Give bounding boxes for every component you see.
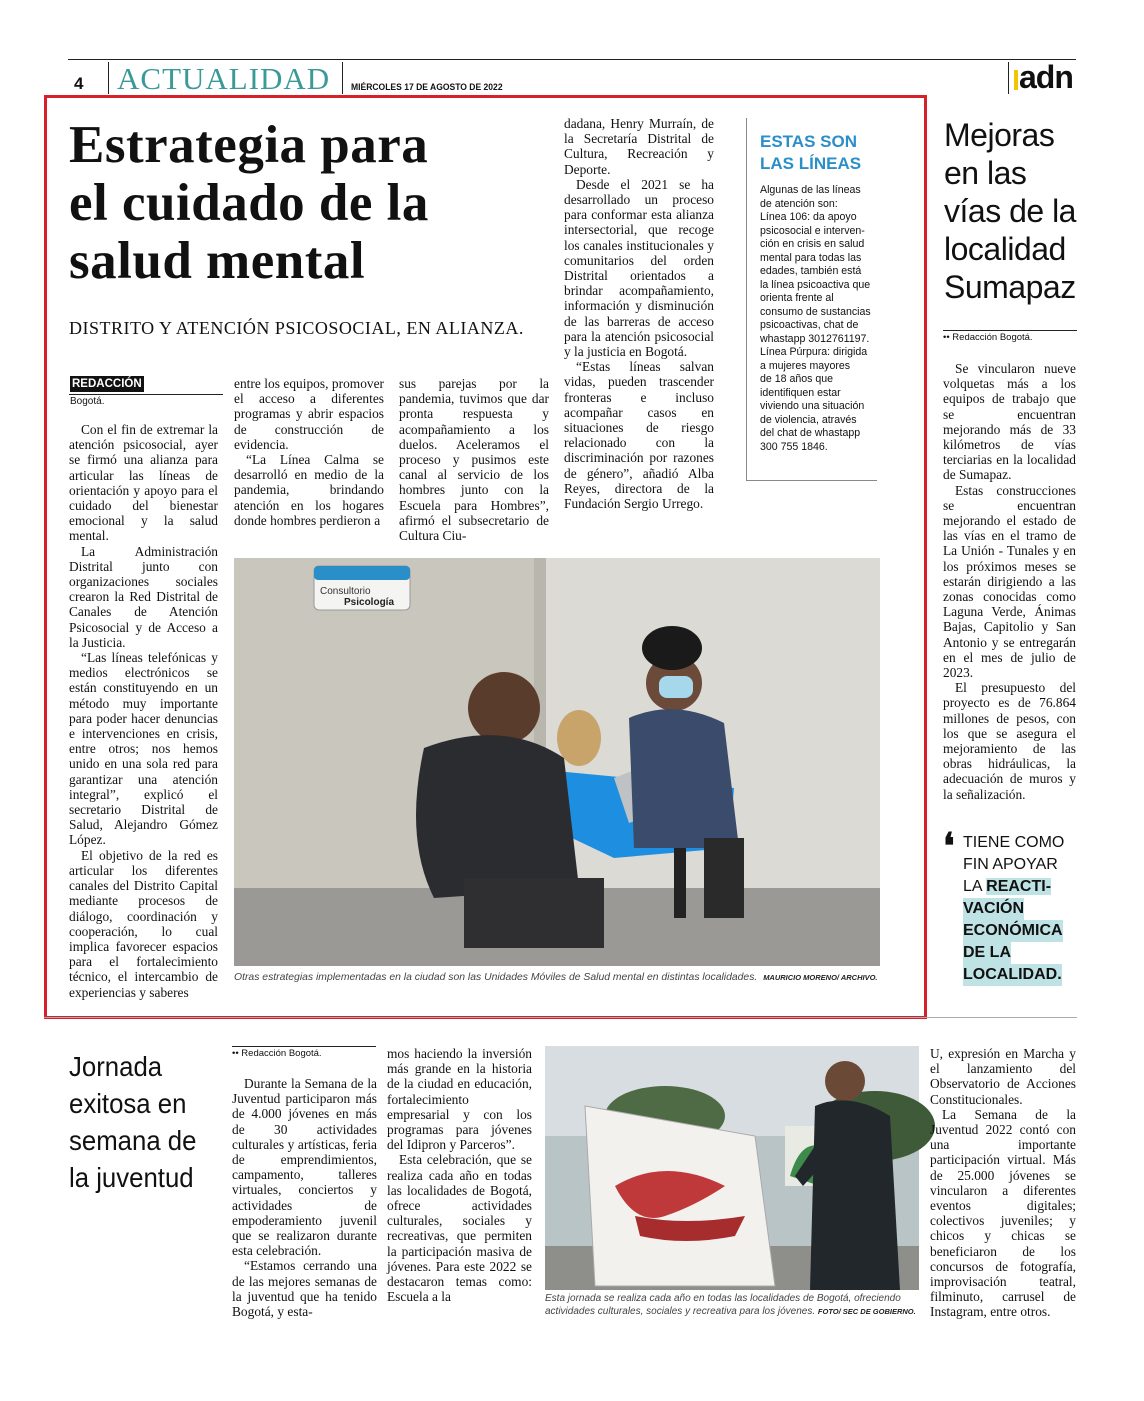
page-number: 4 (74, 74, 84, 93)
section-title: ACTUALIDAD (117, 61, 331, 96)
main-col-2: entre los equipos, promover el acceso a diferentes programas y abrir espacios de construcción de evidencia. “La Línea Calma se desarrolló en medio de la pandemia, brindando atención en los hogares donde hombres perdieron a (234, 376, 384, 528)
main-col-3: sus parejas por la pandemia, tuvimos que dar pronta respuesta y acompañamiento a los duelos. Aceleramos el proceso y pusimos este canal al servicio de los hombres junto con la Escuela para Hombres”, afirmó el subsecretario de Cultura Ciu- (399, 376, 549, 544)
bottom-photo (545, 1046, 919, 1290)
bottom-col-1: Durante la Semana de la Juventud participaron más de 4.000 jóvenes en más de 30 actividades culturales y artísticas, feria de emprendimientos, campamento, talleres virtuales, conciertos y actividades de empoderamiento juvenil que se realizaron durante esta celebración. “Estamos cerrando una de las mejores semanas de la juventud que ha tenido Bogotá, y esta- (232, 1076, 377, 1320)
right-body: Se vincularon nueve volquetas más a los equipos de trabajo que se encuentran mejorando más de 33 kilómetros de vías terciarias en la localidad de Sumapaz. Estas construcciones se encuentran mejorando el estado de las vías en el tramo de La Unión - Tunales y en los próximos meses se estarán dirigiendo a las zonas conocidas como Laguna Verde, Ánimas Bajas, Capitolio y San Antonio y se entregarán en el mes de julio de 2023. El presupuesto del proyecto es de 76.864 millones de pesos, con los que se asegura el mejoramiento de las obras hidráulicas, la adecuación de muros y la señalización. (943, 361, 1076, 802)
bottom-col-2: mos haciendo la inversión más grande en la historia de la ciudad en educación, fortalecimiento empresarial y con los programas para jóvenes del Idipron y Parceros”. Esta celebración, que se realiza cada año en todas las localidades de Bogotá, ofrece actividades culturales, sociales y recreativas, que permiten la participación masiva de jóvenes. Para este 2022 se destacaron temas como: Escuela a la (387, 1046, 532, 1305)
quote-mark-icon: ❛ (943, 826, 955, 866)
main-col-4: dadana, Henry Murraín, de la Secretaría Distrital de Cultura, Recreación y Deporte. Desde el 2021 se ha desarrollado un proceso para conformar esta alianza intersectorial, que recoge los canales institucionales y comunitarios del orden Distrital orientados a brindar acompañamiento, información y disminución de las barreras de acceso para la atención psicosocial y la justicia en Bogotá. “Estas líneas salvan vidas, pueden trascender fronteras e incluso acompañar casos en situaciones de riesgo relacionado con la discriminación por razones de género”, añadió Alba Reyes, directora de la Fundación Sergio Urrego. (564, 116, 714, 512)
bottom-byline-rule (232, 1046, 376, 1047)
header-divider-3 (1008, 62, 1009, 94)
right-headline: Mejoras en las vías de la localidad Sumapaz (944, 117, 1076, 305)
header-divider (108, 62, 109, 94)
byline-rule (69, 394, 223, 395)
bottom-byline: •• Redacción Bogotá. (232, 1048, 322, 1059)
lines-box-title: ESTAS SON LAS LÍNEAS (760, 132, 862, 173)
main-col-1: Con el fin de extremar la atención psicosocial, ayer se firmó una alianza para articular las líneas de orientación y apoyo para el cuidado del bienestar emocional y la salud mental. La Administración Distrital junto con organizaciones sociales crearon la Red Distrital de Canales de Atención Psicosocial y de Acceso a la Justicia. “Las líneas telefónicas y medios electrónicos se están constituyendo en un método muy importante para poder hacer denuncias e intervenciones en crisis, entre otros; nos hemos unido en una sola red para garantizar una atención integral”, explicó el secretario Distrital de Salud, Alejandro Gómez López. El objetivo de la red es articular los diferentes canales del Distrito Capital mediante procesos de diálogo, coordinación y cooperación, lo cual implica favorecer espacios para el fortalecimiento técnico, el intercambio de experiencias y saberes (69, 422, 218, 1000)
right-byline-rule (943, 330, 1077, 331)
bottom-headline: Jornada exitosa en semana de la juventud (69, 1051, 197, 1193)
section-divider (44, 1017, 1077, 1018)
photo-sign-line2: Psicología (344, 597, 395, 608)
photo-sign-line1: Consultorio (320, 586, 371, 597)
lines-box (746, 118, 877, 481)
bottom-photo-caption: Esta jornada se realiza cada año en todas las localidades de Bogotá, ofreciendo actividades culturales, sociales y recreativa para los jóvenes. FOTO/ SEC DE GOBIERNO. (545, 1293, 916, 1317)
main-subtitle: DISTRITO Y ATENCIÓN PSICOSOCIAL, EN ALIANZA. (69, 318, 524, 338)
byline-location: Bogotá. (70, 396, 105, 407)
adn-logo: adn (1014, 59, 1073, 95)
consultation-illustration (234, 558, 880, 966)
main-headline: Estrategia para el cuidado de la salud mental (69, 116, 429, 290)
header-divider-2 (342, 62, 343, 94)
adn-logo-accent (1014, 70, 1018, 90)
byline: REDACCIÓN (72, 378, 142, 390)
main-photo-caption: Otras estrategias implementadas en la ciudad son las Unidades Móviles de Salud mental en distintas localidades. MAURICIO MORENO/ ARCHIVO. (234, 972, 878, 983)
header-rule (68, 59, 1076, 60)
right-byline: •• Redacción Bogotá. (943, 332, 1033, 343)
main-photo (234, 558, 880, 966)
edition-date: MIÉRCOLES 17 DE AGOSTO DE 2022 (351, 82, 503, 93)
painting-illustration (545, 1046, 919, 1290)
lines-box-text: Algunas de las líneas de atención son: Línea 106: da apoyo psicosocial e interven- ción en crisis en salud mental para todas las edades, también está la línea psicoactiva que orienta frente al consumo de sustancias psicoactivas, chat de whastapp 3012761197. Línea Púrpura: dirigida a mujeres mayores de 18 años que identifiquen estar viviendo una situación de violencia, através del chat de whastapp 300 755 1846. (760, 184, 871, 453)
bottom-col-3: U, expresión en Marcha y el lanzamiento del Observatorio de Acciones Constitucionales. La Semana de la Juventud 2022 contó con una importante participación virtual. Más de 25.000 jóvenes se vincularon a diferentes eventos digitales; colectivos juveniles; y chicos y chicas se beneficiaron de los concursos de fotografía, improvisación teatral, filminuto, carrusel de Instagram, entre otros. (930, 1046, 1076, 1320)
